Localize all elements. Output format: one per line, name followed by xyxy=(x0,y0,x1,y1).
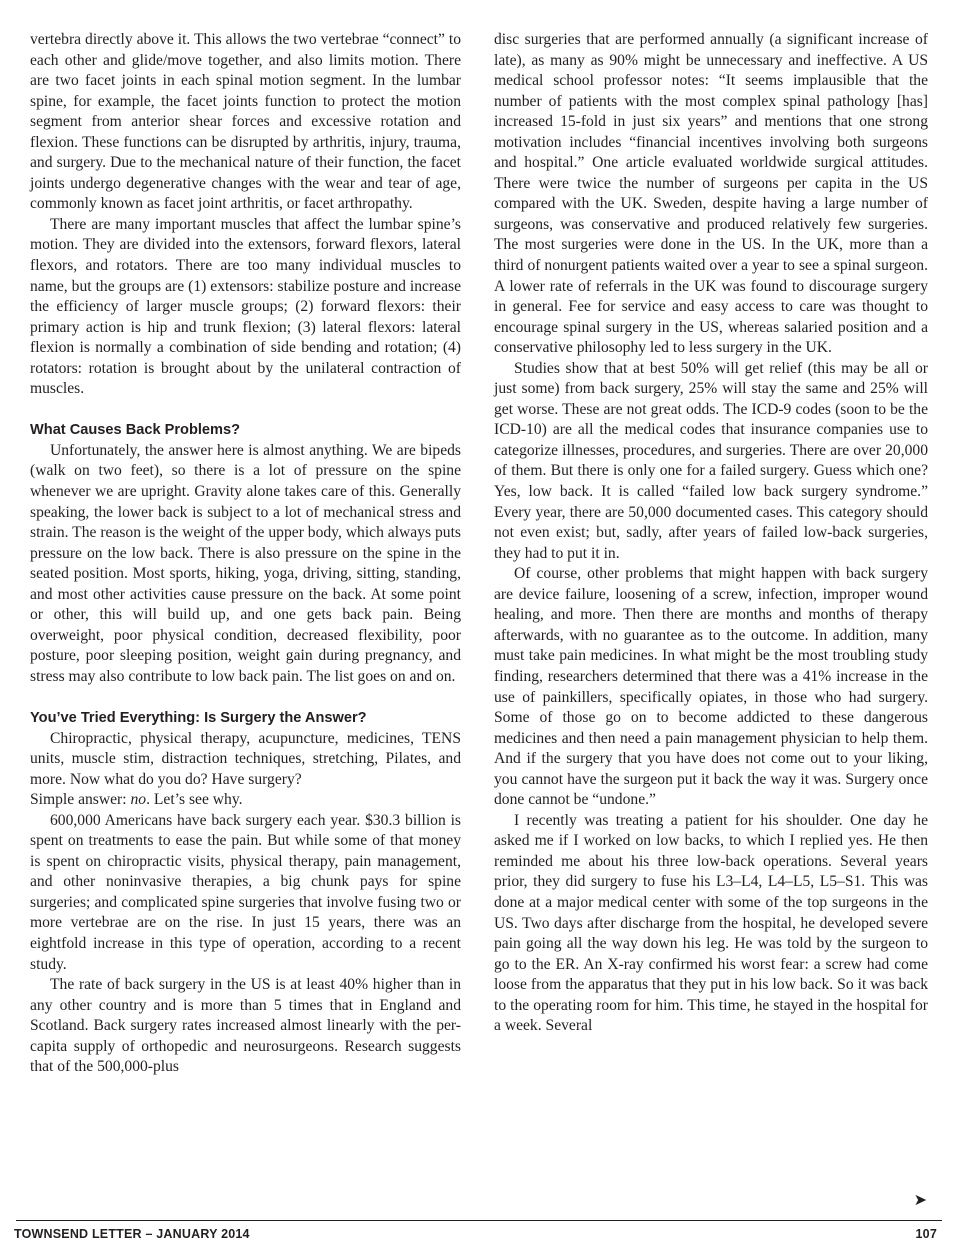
right-column xyxy=(494,30,928,1037)
paragraph: Studies show that at best 50% will get relief (this may be all or just some) from back surgery, 25% will stay the same and 25% will get worse. These are not great odds. The ICD-9 codes (soon to be the ICD-10) are all the medical codes that insurance companies use to categorize illnesses, procedures, and surgeries. There are over 20,000 of them. But there is only one for a failed surgery. Guess which one? Yes, low back. It is called “failed low back surgery syndrome.” Every year, there are 50,000 documented cases. This category should not even exist; but, sadly, after years of failed low-back surgeries, they had to put it in. xyxy=(494,359,928,562)
paragraph: Unfortunately, the answer here is almost anything. We are bipeds (walk on two feet), so there is a lot of pressure on the spine whenever we are upright. Gravity alone takes care of this. Generally speaking, the lower back is subject to a lot of mechanical stress and strain. The reason is the weight of the upper body, which always puts pressure on the low back. There is also pressure on the spine in the seated position. Most sports, hiking, yoga, driving, sitting, standing, and most other activities cause pressure on the back. At some point or other, this will build up, and one gets back pain. Being overweight, poor physical condition, decreased flexibility, poor posture, poor sleeping position, weight gain during pregnancy, and stress may also contribute to low back pain. The list goes on and on. xyxy=(30,441,461,685)
continue-arrow-icon: ➤ xyxy=(913,1190,927,1209)
text-run: . Let’s see why. xyxy=(146,791,243,809)
paragraph: Chiropractic, physical therapy, acupuncture, medicines, TENS units, muscle stim, distraction techniques, stretching, Pilates, and more. Now what do you do? Have surgery? xyxy=(30,729,461,788)
paragraph: vertebra directly above it. This allows the two vertebrae “connect” to each other and glide/move together, and also limits motion. There are two facet joints in each spinal motion segment. In the lumbar spine, for example, the facet joints function to protect the motion segment from anterior shear forces and excessive rotation and flexion. These functions can be disrupted by arthritis, injury, trauma, and surgery. Due to the mechanical nature of their function, the facet joints undergo degenerative changes with the wear and tear of age, commonly known as facet joint arthritis, or facet arthropathy. xyxy=(30,31,461,213)
paragraph: Of course, other problems that might happen with back surgery are device failure, loosening of a screw, infection, improper wound healing, and more. Then there are months and months of therapy afterwards, with no guarantee as to the outcome. In addition, many must take pain medicines. In what might be the most troubling study finding, researchers determined that there was a 41% increase in the use of painkillers, specifically opiates, in those who had surgery. Some of those go on to become addicted to these dangerous medicines and then need a pain management physician to help them. And if the surgery that you have does not come out to your liking, you cannot have the surgeon put it back the way it was. Surgery once done cannot be “undone.” xyxy=(494,565,928,809)
paragraph: The rate of back surgery in the US is at least 40% higher than in any other country and is more than 5 times that in England and Scotland. Back surgery rates increased almost linearly with the per-capita supply of orthopedic and neurosurgeons. Research suggests that of the 500,000-plus xyxy=(30,976,461,1076)
paragraph: There are many important muscles that affect the lumbar spine’s motion. They are divided into the extensors, forward flexors, lateral flexors, and rotators. There are too many individual muscles to name, but the groups are (1) extensors: stabilize posture and increase the efficiency of larger muscle groups; (2) forward flexors: their primary action is hip and trunk flexion; (3) lateral flexors: lateral flexion is normally a combination of side bending and rotation; (4) rotators: rotation is brought about by the unilateral contraction of muscles. xyxy=(30,215,461,398)
section-heading: What Causes Back Problems? xyxy=(30,422,241,439)
footer-divider xyxy=(16,1220,942,1221)
paragraph xyxy=(30,790,461,811)
section-heading: You’ve Tried Everything: Is Surgery the Answer? xyxy=(30,709,367,726)
paragraph: 600,000 Americans have back surgery each year. $30.3 billion is spent on treatments to ease the pain. But while some of that money is spent on chiropractic visits, physical therapy, pain management, and other noninvasive therapies, a big chunk pays for spine surgeries; and complicated spine surgeries that involve fusing two or more vertebrae are on the rise. In just 15 years, there was an eightfold increase in this type of operation, according to a recent study. xyxy=(30,811,461,973)
paragraph: disc surgeries that are performed annually (a significant increase of late), as many as 90% might be unnecessary and ineffective. A US medical school professor notes: “It seems implausible that the number of patients with the most complex spinal pathology [has] increased 15-fold in just six years” and mentions that one strong motivation includes “financial incentives involving both surgeons and hospital.” One article evaluated worldwide surgical attitudes. There were twice the number of surgeons per capita in the US compared with the UK. Sweden, despite having a large number of surgeons, was conservative and produced relatively few surgeries. The most surgeries were done in the US. In the UK, more than a third of nonurgent patients waited over a year to see a spinal surgeon. A lower rate of referrals in the UK was found to discourage surgery in general. Fee for service and easy access to care was thought to encourage spinal surgery in the US, whereas salaried position and a conservative philosophy led to less surgery in the UK. xyxy=(494,31,928,357)
emphasis-text: no xyxy=(130,791,147,809)
text-run: Simple answer: xyxy=(30,791,131,809)
page-number: 107 xyxy=(915,1227,937,1241)
left-column xyxy=(30,30,461,1078)
footer-publication: TOWNSEND LETTER – JANUARY 2014 xyxy=(14,1227,250,1241)
paragraph: I recently was treating a patient for his shoulder. One day he asked me if I worked on low backs, to which I replied yes. He then reminded me about his three low-back operations. Several years prior, they did surgery to fuse his L3–L4, L4–L5, L5–S1. This was done at a major medical center with some of the top surgeons in the US. Two days after discharge from the hospital, he developed severe pain going all the way down his leg. He was told by the surgeon to go to the ER. An X-ray confirmed his worst fear: a screw had come loose from the apparatus that they put in his low back. So it was back to the operating room for him. This time, he stayed in the hospital for a week. Several xyxy=(494,811,928,1035)
